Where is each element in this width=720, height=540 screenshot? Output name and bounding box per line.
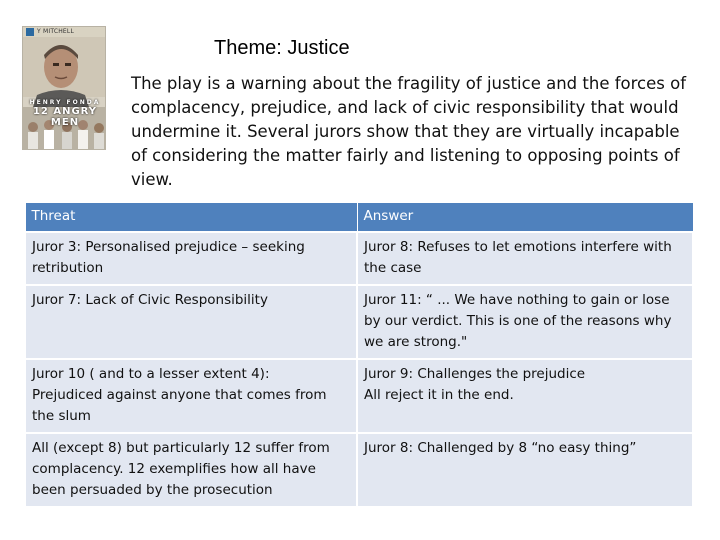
threat-cell [25, 285, 357, 359]
threat-cell [25, 433, 357, 507]
poster-strip-text: Y MITCHELL [37, 28, 75, 35]
table-row [25, 232, 693, 285]
answer-cell [357, 359, 693, 433]
table-header-row [25, 203, 693, 232]
poster-logo-icon [26, 28, 34, 36]
threat-text: Juror 10 ( and to a lesser extent 4): Prejudiced against anyone that comes from the slum [32, 365, 327, 424]
threat-cell [25, 359, 357, 433]
answer-cell [357, 232, 693, 285]
answer-cell [357, 285, 693, 359]
intro-paragraph: The play is a warning about the fragility of justice and the forces of complacency, prejudice, and lack of civic responsibility that would undermine it. Several jurors show that they are virtually incapable of considering the matter fairly and listening to opposing points of view. [131, 74, 687, 189]
poster-title-line2: 12 ANGRY MEN [32, 106, 98, 128]
answer-text: Juror 8: Refuses to let emotions interfere with the case [364, 238, 672, 276]
threat-text: All (except 8) but particularly 12 suffer from complacency. 12 exemplifies how all have been persuaded by the prosecution [32, 439, 330, 498]
poster-artwork [23, 37, 106, 150]
page-title: Theme: Justice [214, 37, 350, 59]
table-row [25, 433, 693, 507]
header-threat: Threat [25, 203, 357, 232]
answer-text: Juror 9: Challenges the prejudice All reject it in the end. [364, 365, 586, 403]
threat-cell [25, 232, 357, 285]
poster-title [23, 99, 106, 128]
movie-poster-image [22, 26, 106, 150]
answer-text: Juror 8: Challenged by 8 “no easy thing” [364, 439, 637, 456]
threat-answer-table [24, 202, 694, 508]
threat-text: Juror 3: Personalised prejudice – seeking retribution [32, 238, 305, 276]
threat-text: Juror 7: Lack of Civic Responsibility [32, 291, 268, 308]
table-row [25, 285, 693, 359]
answer-cell [357, 433, 693, 507]
header-answer: Answer [357, 203, 693, 232]
poster-title-line1: HENRY FONDA [29, 99, 101, 106]
poster-header-strip [23, 27, 106, 37]
answer-text: Juror 11: “ ... We have nothing to gain or lose by our verdict. This is one of the reasons why we are strong." [364, 291, 672, 350]
table-row [25, 359, 693, 433]
